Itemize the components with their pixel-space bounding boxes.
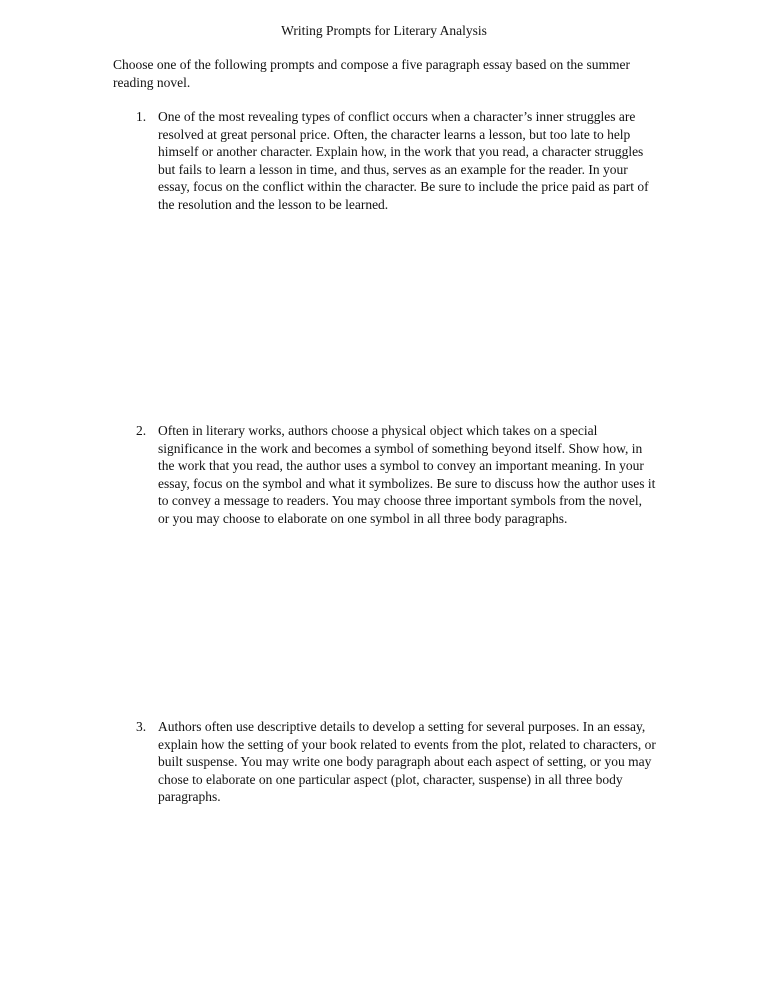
instructions-paragraph: Choose one of the following prompts and compose a five paragraph essay based on the summer reading novel.: [113, 57, 630, 90]
prompt-item-2: [136, 422, 656, 527]
prompt-text: Often in literary works, authors choose a physical object which takes on a special significance in the work and becomes a symbol of something beyond itself. Show how, in the work that you read, the author uses a symbol to convey an important meaning. In your essay, focus on the symbol and what it symbolizes. Be sure to discuss how the author uses it to convey a message to readers. You may choose three important symbols from the novel, or you may choose to elaborate on one symbol in all three body paragraphs.: [158, 423, 656, 526]
prompt-item-1: [136, 108, 656, 213]
prompt-item-3: [136, 718, 656, 806]
prompt-number: 1.: [136, 109, 147, 124]
prompt-number: 2.: [136, 423, 147, 438]
document-title: Writing Prompts for Literary Analysis: [281, 23, 487, 38]
prompt-text: One of the most revealing types of conflict occurs when a character’s inner struggles are resolved at great personal price. Often, the character learns a lesson, but too late to help himself or another character. Explain how, in the work that you read, a character struggles but fails to learn a lesson in time, and thus, serves as an example for the reader. In your essay, focus on the conflict within the character. Be sure to include the price paid as part of the resolution and the lesson to be learned.: [158, 109, 649, 212]
prompt-number: 3.: [136, 719, 147, 734]
prompt-text: Authors often use descriptive details to develop a setting for several purposes. In an essay, explain how the setting of your book related to events from the plot, related to characters, or built suspense. You may write one body paragraph about each aspect of setting, or you may chose to elaborate on one particular aspect (plot, character, suspense) in all three body paragraphs.: [158, 719, 656, 804]
